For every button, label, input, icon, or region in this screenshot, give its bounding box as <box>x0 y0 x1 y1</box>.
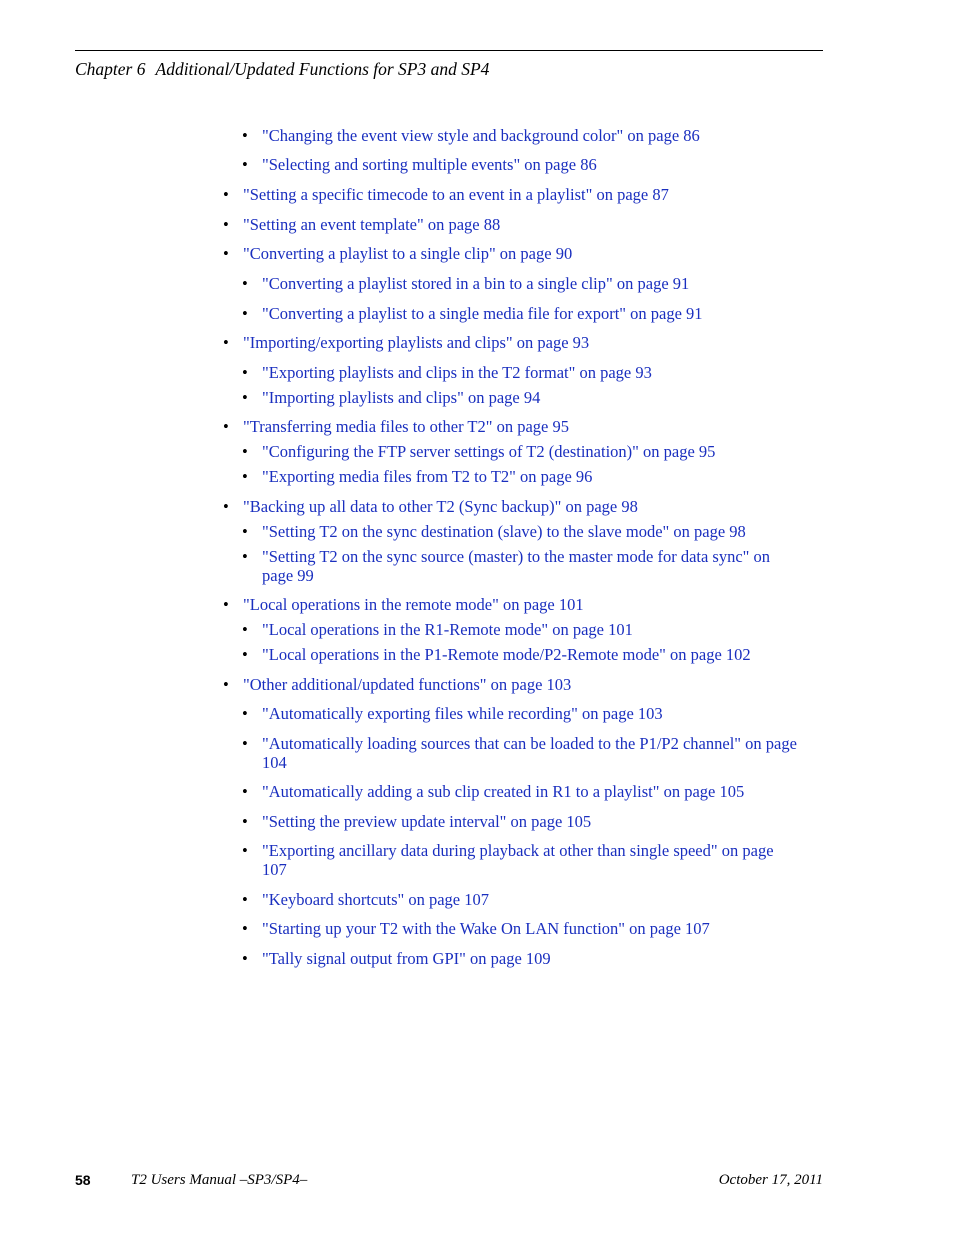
bullet-icon: • <box>242 363 248 382</box>
toc-entry <box>242 467 802 487</box>
toc-entry <box>223 333 803 353</box>
toc-link[interactable]: "Setting T2 on the sync source (master) to the master mode for data sync" on page 99 <box>262 547 771 585</box>
bullet-icon: • <box>242 155 248 174</box>
bullet-icon: • <box>242 274 248 293</box>
bullet-icon: • <box>223 497 229 516</box>
toc-entry <box>242 388 802 408</box>
toc-link[interactable]: "Importing playlists and clips" on page 94 <box>262 388 541 407</box>
bullet-icon: • <box>223 417 229 436</box>
toc-entry <box>242 442 802 462</box>
toc-entry <box>242 547 802 585</box>
bullet-icon: • <box>223 215 229 234</box>
bullet-icon: • <box>242 704 248 723</box>
toc-entry <box>242 126 802 146</box>
bullet-icon: • <box>242 812 248 831</box>
toc-link[interactable]: "Changing the event view style and background color" on page 86 <box>262 126 700 145</box>
toc-entry <box>242 841 802 879</box>
toc-link[interactable]: "Setting a specific timecode to an event in a playlist" on page 87 <box>243 185 669 204</box>
toc-link[interactable]: "Setting T2 on the sync destination (slave) to the slave mode" on page 98 <box>262 522 746 541</box>
toc-link[interactable]: "Automatically loading sources that can be loaded to the P1/P2 channel" on page 104 <box>262 734 797 772</box>
page-number: 58 <box>75 1172 91 1188</box>
toc-link[interactable]: "Local operations in the remote mode" on page 101 <box>243 595 584 614</box>
toc-link[interactable]: "Keyboard shortcuts" on page 107 <box>262 890 490 909</box>
toc-link[interactable]: "Setting an event template" on page 88 <box>243 215 501 234</box>
toc-link[interactable]: "Backing up all data to other T2 (Sync backup)" on page 98 <box>243 497 638 516</box>
toc-link[interactable]: "Starting up your T2 with the Wake On LAN function" on page 107 <box>262 919 710 938</box>
toc-link[interactable]: "Setting the preview update interval" on page 105 <box>262 812 592 831</box>
chapter-number: Chapter 6 <box>75 59 146 79</box>
toc-entry <box>223 595 803 615</box>
bullet-icon: • <box>223 185 229 204</box>
toc-entry <box>242 645 802 665</box>
toc-link[interactable]: "Other additional/updated functions" on page 103 <box>243 675 572 694</box>
bullet-icon: • <box>242 949 248 968</box>
bullet-icon: • <box>223 333 229 352</box>
bullet-icon: • <box>242 919 248 938</box>
toc-entry <box>242 304 802 324</box>
toc-link[interactable]: "Transferring media files to other T2" on page 95 <box>243 417 569 436</box>
toc-entry <box>242 522 802 542</box>
bullet-icon: • <box>242 388 248 407</box>
toc-entry <box>242 949 802 969</box>
toc-entry <box>242 734 802 772</box>
toc-entry <box>223 417 803 437</box>
document-date: October 17, 2011 <box>718 1172 823 1188</box>
toc-link[interactable]: "Automatically adding a sub clip created in R1 to a playlist" on page 105 <box>262 782 745 801</box>
bullet-icon: • <box>242 620 248 639</box>
toc-entry <box>223 675 803 695</box>
bullet-icon: • <box>242 782 248 801</box>
bullet-icon: • <box>242 645 248 664</box>
bullet-icon: • <box>242 547 248 566</box>
bullet-icon: • <box>223 244 229 263</box>
toc-entry <box>242 890 802 910</box>
bullet-icon: • <box>223 675 229 694</box>
manual-title: T2 Users Manual –SP3/SP4– <box>131 1172 308 1188</box>
toc-entry <box>242 919 802 939</box>
toc-link[interactable]: "Local operations in the P1-Remote mode/P2-Remote mode" on page 102 <box>262 645 751 664</box>
toc-entry <box>223 497 803 517</box>
bullet-icon: • <box>242 841 248 860</box>
toc-link[interactable]: "Exporting ancillary data during playback at other than single speed" on page 107 <box>262 841 774 879</box>
toc-entry <box>242 620 802 640</box>
toc-entry <box>242 782 802 802</box>
toc-entry <box>242 812 802 832</box>
bullet-icon: • <box>242 126 248 145</box>
toc-link[interactable]: "Importing/exporting playlists and clips" on page 93 <box>243 333 590 352</box>
toc-link[interactable]: "Converting a playlist stored in a bin to a single clip" on page 91 <box>262 274 690 293</box>
bullet-icon: • <box>242 734 248 753</box>
chapter-title: Additional/Updated Functions for SP3 and SP4 <box>155 59 490 79</box>
toc-link[interactable]: "Tally signal output from GPI" on page 109 <box>262 949 551 968</box>
toc-entry <box>223 244 803 264</box>
toc-entry <box>242 704 802 724</box>
toc-entry <box>223 185 803 205</box>
bullet-icon: • <box>242 890 248 909</box>
toc-link[interactable]: "Converting a playlist to a single clip" on page 90 <box>243 244 573 263</box>
bullet-icon: • <box>242 304 248 323</box>
toc-link[interactable]: "Selecting and sorting multiple events" on page 86 <box>262 155 597 174</box>
bullet-icon: • <box>242 522 248 541</box>
toc-link[interactable]: "Exporting playlists and clips in the T2 format" on page 93 <box>262 363 652 382</box>
toc-entry <box>223 215 803 235</box>
toc-entry <box>242 274 802 294</box>
toc-entry <box>242 155 802 175</box>
toc-link[interactable]: "Automatically exporting files while recording" on page 103 <box>262 704 663 723</box>
toc-link[interactable]: "Local operations in the R1-Remote mode" on page 101 <box>262 620 633 639</box>
toc-link[interactable]: "Configuring the FTP server settings of T2 (destination)" on page 95 <box>262 442 716 461</box>
toc-link[interactable]: "Exporting media files from T2 to T2" on page 96 <box>262 467 593 486</box>
toc-link[interactable]: "Converting a playlist to a single media file for export" on page 91 <box>262 304 703 323</box>
bullet-icon: • <box>242 442 248 461</box>
bullet-icon: • <box>242 467 248 486</box>
bullet-icon: • <box>223 595 229 614</box>
toc-entry <box>242 363 802 383</box>
